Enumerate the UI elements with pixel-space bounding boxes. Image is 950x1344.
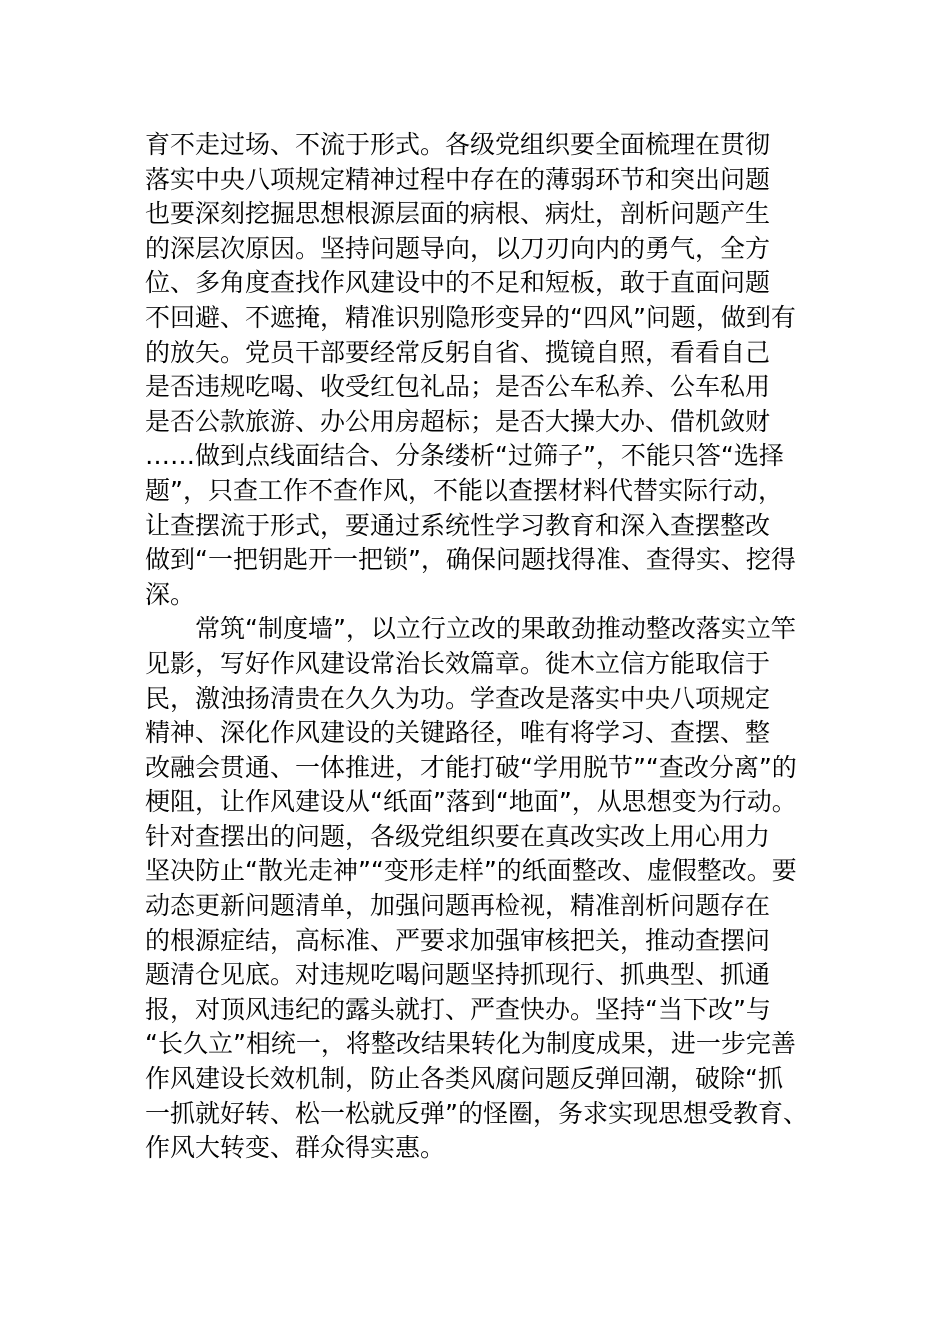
text-line: 也要深刻挖掘思想根源层面的病根、病灶，剖析问题产生 [145,199,771,229]
text-line: 精神、深化作风建设的关键路径，唯有将学习、查摆、整 [145,718,771,748]
paragraph-1 [145,128,835,612]
text-line: 的根源症结，高标准、严要求加强审核把关，推动查摆问 [145,925,771,955]
paragraph-2 [145,612,835,1166]
text-line: 常筑“制度墙”，以立行立改的果敢劲推动整改落实立竿 [195,614,796,644]
text-line: ……做到点线面结合、分条缕析“过筛子”，不能只答“选择 [145,441,784,471]
text-line: 梗阻，让作风建设从“纸面”落到“地面”，从思想变为行动。 [145,787,797,817]
text-line: 见影，写好作风建设常治长效篇章。徙木立信方能取信于 [145,648,771,678]
text-line: 是否违规吃喝、收受红包礼品；是否公车私养、公车私用 [145,372,771,402]
text-line: 是否公款旅游、办公用房超标；是否大操大办、借机敛财 [145,406,771,436]
text-line: 报，对顶风违纪的露头就打、严查快办。坚持“当下改”与 [145,994,771,1024]
text-line: 的放矢。党员干部要经常反躬自省、揽镜自照，看看自己 [145,337,771,367]
text-line: 让查摆流于形式，要通过系统性学习教育和深入查摆整改 [145,510,771,540]
text-line: 育不走过场、不流于形式。各级党组织要全面梳理在贯彻 [145,130,771,159]
text-line: 一抓就好转、松一松就反弹”的怪圈，务求实现思想受教育、 [145,1098,808,1128]
text-line: 深。 [145,579,196,609]
text-line: 不回避、不遮掩，精准识别隐形变异的“四风”问题，做到有 [145,302,796,332]
text-line: 坚决防止“散光走神”“变形走样”的纸面整改、虚假整改。要 [145,856,797,886]
text-line: 改融会贯通、一体推进，才能打破“学用脱节”“查改分离”的 [145,752,797,782]
text-line: 题”，只查工作不查作风，不能以查摆材料代替实际行动， [145,475,783,505]
text-line: 作风大转变、群众得实惠。 [145,1133,446,1163]
text-line: 落实中央八项规定精神过程中存在的薄弱环节和突出问题 [145,164,771,194]
text-line: 动态更新问题清单，加强问题再检视，精准剖析问题存在 [145,891,771,921]
text-line: 做到“一把钥匙开一把锁”，确保问题找得准、查得实、挖得 [145,545,796,575]
text-line: “长久立”相统一，将整改结果转化为制度成果，进一步完善 [145,1029,796,1059]
text-line: 针对查摆出的问题，各级党组织要在真改实改上用心用力 [145,821,771,851]
text-line: 的深层次原因。坚持问题导向，以刀刃向内的勇气，全方 [145,233,771,263]
text-line: 民，激浊扬清贵在久久为功。学查改是落实中央八项规定 [145,683,771,713]
text-line: 位、多角度查找作风建设中的不足和短板，敢于直面问题 [145,268,771,298]
document-body [145,128,835,1166]
text-line: 作风建设长效机制，防止各类风腐问题反弹回潮，破除“抓 [145,1064,783,1094]
text-line: 题清仓见底。对违规吃喝问题坚持抓现行、抓典型、抓通 [145,960,771,990]
